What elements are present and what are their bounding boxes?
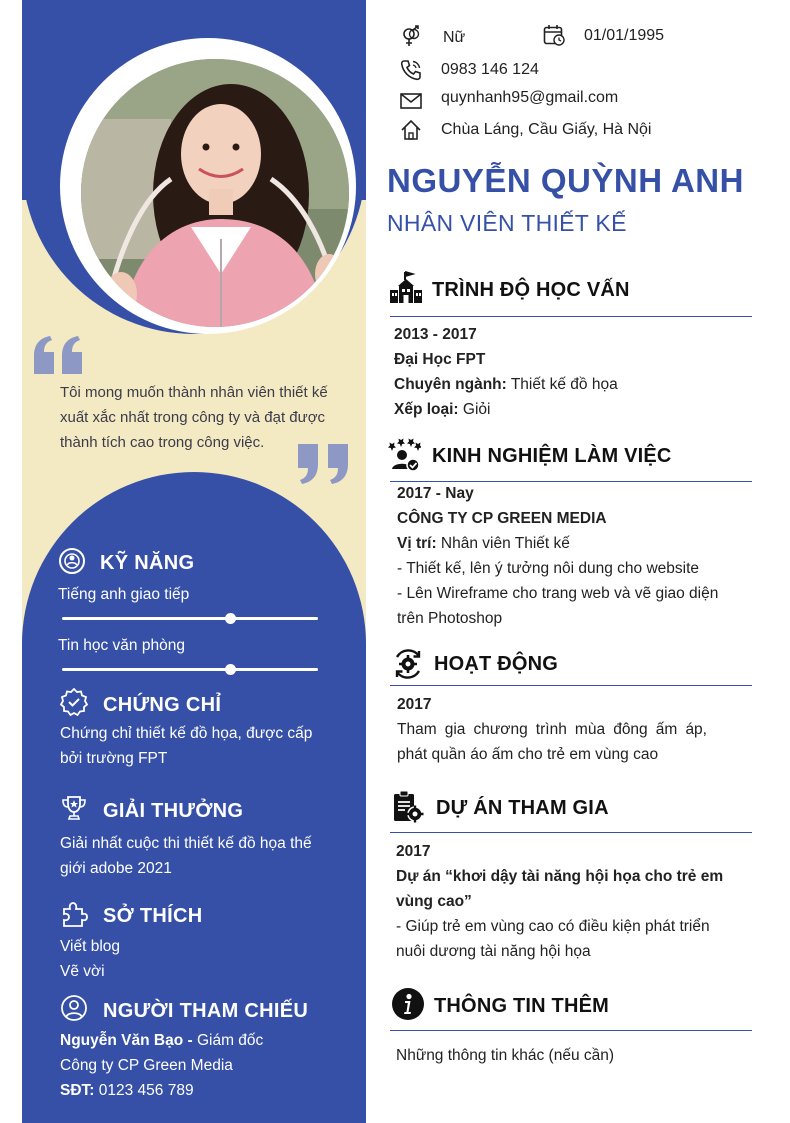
education-title: TRÌNH ĐỘ HỌC VẤN bbox=[432, 279, 630, 301]
activities-title: HOẠT ĐỘNG bbox=[434, 653, 559, 675]
skills-icon bbox=[58, 547, 86, 575]
certificate-icon bbox=[60, 688, 88, 716]
education-grade bbox=[394, 397, 490, 422]
hobby-item: Viết blog bbox=[60, 938, 121, 955]
project-year: 2017 bbox=[396, 843, 431, 860]
email-icon bbox=[400, 90, 422, 112]
more-info-text: Những thông tin khác (nếu cần) bbox=[396, 1047, 615, 1064]
activity-gear-icon bbox=[391, 647, 425, 681]
calendar-icon bbox=[543, 24, 565, 46]
close-quote-icon bbox=[294, 442, 354, 484]
position-label: Vị trí: bbox=[397, 535, 437, 552]
divider bbox=[390, 316, 752, 317]
school-icon bbox=[389, 270, 423, 304]
activity-description: Tham gia chương trình mùa đông ấm áp, phát quần áo ấm cho trẻ em vùng cao bbox=[397, 721, 707, 763]
grade-value: Giỏi bbox=[458, 401, 491, 418]
education-school: Đại Học FPT bbox=[394, 351, 486, 368]
activity-year: 2017 bbox=[397, 696, 432, 713]
experience-icon bbox=[387, 438, 421, 472]
birthday-value: 01/01/1995 bbox=[584, 27, 665, 44]
awards-title: GIẢI THƯỞNG bbox=[103, 800, 244, 822]
skills-title: KỸ NĂNG bbox=[100, 552, 195, 574]
avatar bbox=[81, 59, 349, 327]
divider bbox=[390, 685, 752, 686]
reference-phone-row bbox=[60, 1078, 330, 1103]
experience-duty: - Thiết kế, lên ý tưởng nôi dung cho website bbox=[397, 560, 700, 577]
user-icon bbox=[60, 994, 88, 1022]
candidate-name: NGUYỄN QUỲNH ANH bbox=[387, 162, 744, 199]
project-name: Dự án “khơi dậy tài năng hội họa cho trẻ em vùng cao” bbox=[396, 868, 724, 910]
trophy-icon bbox=[60, 794, 88, 822]
gender-icon bbox=[400, 25, 422, 47]
reference-phone-label: SĐT: bbox=[60, 1082, 95, 1099]
skill-label: Tiếng anh giao tiếp bbox=[58, 586, 190, 603]
info-icon bbox=[391, 987, 425, 1021]
awards-text: Giải nhất cuộc thi thiết kế đồ họa thế giới adobe 2021 bbox=[60, 835, 312, 877]
more-info-title: THÔNG TIN THÊM bbox=[434, 995, 610, 1017]
open-quote-icon bbox=[32, 334, 88, 376]
experience-position bbox=[397, 531, 570, 556]
certificates-title: CHỨNG CHỈ bbox=[103, 694, 222, 716]
major-value: Thiết kế đồ họa bbox=[506, 376, 618, 393]
references-title: NGƯỜI THAM CHIẾU bbox=[103, 1000, 309, 1022]
reference-phone: 0123 456 789 bbox=[94, 1082, 194, 1099]
reference-person bbox=[60, 1028, 330, 1053]
hobbies-title: SỞ THÍCH bbox=[103, 905, 203, 927]
skill-label: Tin học văn phòng bbox=[58, 637, 185, 654]
skill-bar bbox=[62, 668, 318, 671]
phone-value: 0983 146 124 bbox=[441, 61, 539, 78]
reference-position: Giám đốc bbox=[192, 1032, 264, 1049]
skill-bar bbox=[62, 617, 318, 620]
career-objective: Tôi mong muốn thành nhân viên thiết kế xuất xắc nhất trong công ty và đạt được thành tích cao trong công việc. bbox=[60, 384, 328, 451]
projects-title: DỰ ÁN THAM GIA bbox=[436, 797, 609, 819]
experience-period: 2017 - Nay bbox=[397, 485, 474, 502]
experience-duty: - Lên Wireframe cho trang web và vẽ giao diện trên Photoshop bbox=[397, 585, 719, 627]
education-major bbox=[394, 372, 618, 397]
gender-value: Nữ bbox=[443, 29, 466, 46]
home-icon bbox=[400, 119, 422, 141]
project-clipboard-icon bbox=[391, 790, 425, 824]
reference-name: Nguyễn Văn Bạo - bbox=[60, 1032, 193, 1049]
divider bbox=[390, 832, 752, 833]
certificates-text: Chứng chỉ thiết kế đồ họa, được cấp bởi trường FPT bbox=[60, 725, 313, 767]
avatar-image bbox=[81, 59, 349, 327]
phone-icon bbox=[400, 59, 422, 81]
education-period: 2013 - 2017 bbox=[394, 326, 477, 343]
divider bbox=[390, 1030, 752, 1031]
address-value: Chùa Láng, Cầu Giấy, Hà Nội bbox=[441, 121, 652, 138]
major-label: Chuyên ngành: bbox=[394, 376, 507, 393]
experience-title: KINH NGHIỆM LÀM VIỆC bbox=[432, 445, 672, 467]
email-value: quynhanh95@gmail.com bbox=[441, 89, 619, 106]
experience-company: CÔNG TY CP GREEN MEDIA bbox=[397, 510, 607, 527]
puzzle-icon bbox=[60, 900, 88, 928]
reference-company: Công ty CP Green Media bbox=[60, 1057, 233, 1074]
hobby-item: Vẽ vời bbox=[60, 963, 105, 980]
project-description: - Giúp trẻ em vùng cao có điều kiện phát triển nuôi dương tài năng hội họa bbox=[396, 918, 710, 960]
candidate-title: NHÂN VIÊN THIẾT KẾ bbox=[387, 210, 627, 236]
grade-label: Xếp loại: bbox=[394, 401, 459, 418]
position-value: Nhân viên Thiết kế bbox=[436, 535, 570, 552]
